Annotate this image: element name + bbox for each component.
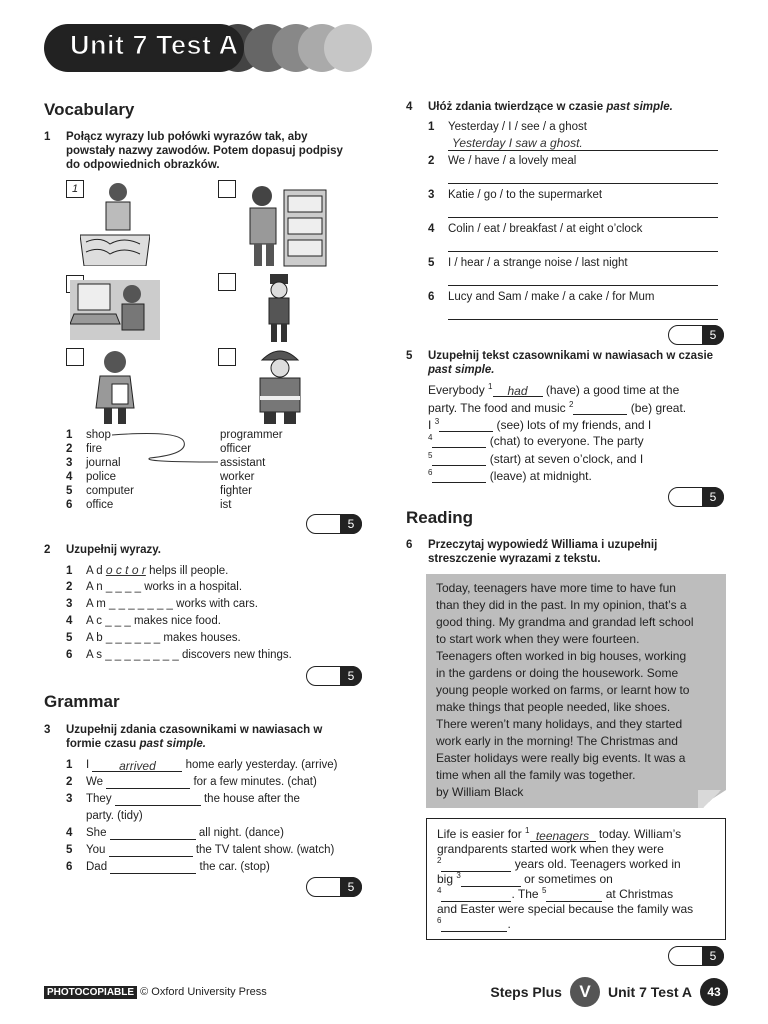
answer-blank[interactable] [441, 889, 511, 902]
match-right-item: fighter [220, 485, 252, 497]
answer-line[interactable] [448, 204, 718, 218]
answer-blank[interactable] [432, 453, 486, 466]
q3-item: 3 They the house after the [66, 793, 300, 805]
footer-brand [490, 976, 728, 1008]
q4-prompt: 1 Yesterday / I / see / a ghost [428, 121, 587, 133]
match-right-item: worker [220, 471, 255, 483]
summary-box: Life is easier for $^1$ teenagers today. William’s grandparents started work when they were $^2$ years old. Teenagers worked in big $^3$ or sometimes on $^4$ . The $^5$ at Christmas and Easter were special because the family was $^6$ . [426, 818, 726, 940]
vocabulary-heading: Vocabulary [44, 100, 135, 119]
q3-item: 1 I arrived home early yesterday. (arrive) [66, 759, 338, 773]
reading-line: young people worked on farms, or learnt how to [436, 683, 690, 697]
q2-item: 1 A d o c t o r helps ill people. [66, 563, 229, 577]
page-fold [698, 790, 726, 808]
reading-line: to start work when they were fourteen. [436, 632, 640, 646]
reading-line: Teenagers often worked in big houses, working [436, 649, 687, 663]
match-left-item: 4 police [66, 471, 117, 483]
answer-line[interactable] [448, 170, 718, 184]
reading-line: work early in the morning! The Christmas and [436, 734, 678, 748]
answer-line[interactable] [448, 272, 718, 286]
answer-blank[interactable]: had [493, 384, 543, 397]
match-left-item: 6 office [66, 499, 114, 511]
picture-answer-box[interactable] [66, 348, 84, 366]
answer-blank[interactable] [546, 889, 602, 902]
question-6-instruction: 6 Przeczytaj wypowiedź Williama i uzupełnij streszczenie wyrazami z tekstu. [406, 539, 658, 565]
picture-answer-box[interactable]: 1 [66, 180, 84, 198]
q2-item: 3 A m _ _ _ _ _ _ _ works with cars. [66, 598, 258, 610]
police-officer-illustration [264, 274, 294, 344]
picture-answer-box[interactable] [218, 273, 236, 291]
q3-item: 2 We for a few minutes. (chat) [66, 776, 317, 788]
picture-answer-box[interactable] [218, 348, 236, 366]
office-worker-illustration [240, 182, 330, 268]
firefighter-illustration [252, 346, 308, 424]
page-title: Unit 7 Test A [70, 30, 239, 60]
score-box: 5 [306, 877, 362, 897]
match-left-item: 5 computer [66, 485, 134, 497]
score-box: 5 [306, 666, 362, 686]
match-right-item: officer [220, 443, 252, 455]
q3-item-continuation: party. (tidy) [86, 810, 143, 822]
answer-blank[interactable] [106, 776, 190, 789]
q2-item: 2 A n _ _ _ _ works in a hospital. [66, 581, 243, 593]
footer-publisher: PHOTOCOPIABLE © Oxford University Press [44, 986, 267, 998]
q3-item: 4 She all night. (dance) [66, 827, 284, 839]
reading-text-box [426, 574, 726, 808]
q4-prompt: 5 I / hear / a strange noise / last night [428, 257, 628, 269]
q4-prompt: 3 Katie / go / to the supermarket [428, 189, 603, 201]
q3-item: 5 You the TV talent show. (watch) [66, 844, 335, 856]
reading-line: Easter holidays were really big events. It was a [436, 751, 686, 765]
match-left-item: 3 journal [66, 457, 121, 469]
q5-line: I $^3$ (see) lots of my friends, and I [428, 417, 652, 432]
q5-line: $^5$ (start) at seven o’clock, and I [428, 451, 644, 466]
page-number: 43 [700, 978, 728, 1006]
score-box: 5 [668, 487, 724, 507]
score-box: 5 [668, 946, 724, 966]
picture-answer-box[interactable] [218, 180, 236, 198]
answer-blank[interactable] [441, 919, 507, 932]
reading-heading: Reading [406, 508, 474, 527]
q5-line: $^6$ (leave) at midnight. [428, 468, 592, 483]
answer-blank[interactable] [109, 844, 193, 857]
answer-line[interactable] [448, 306, 718, 320]
answer-blank[interactable] [115, 793, 201, 806]
q2-item: 6 A s _ _ _ _ _ _ _ _ discovers new things. [66, 649, 292, 661]
q3-item: 6 Dad the car. (stop) [66, 861, 270, 873]
match-right-item: programmer [220, 429, 283, 441]
brand-name: Steps Plus [490, 984, 562, 1000]
question-3-instruction: 3 Uzupełnij zdania czasownikami w nawiasach w formie czasu past simple. [44, 724, 323, 750]
question-1-instruction: 1 Połącz wyrazy lub połówki wyrazów tak, aby powstały nazwy zawodów. Potem dopasuj podpisy do odpowiednich obrazków. [44, 131, 343, 171]
reading-line: Today, teenagers have more time to have fun [436, 581, 676, 595]
shop-assistant-illustration [80, 180, 150, 266]
reading-line: make things that people needed, like shoes. [436, 700, 671, 714]
answer-line[interactable] [448, 238, 718, 252]
match-left-item: 2 fire [66, 443, 102, 455]
question-4-instruction: 4 Ułóż zdania twierdzące w czasie past simple. [406, 101, 673, 113]
footer-unit: Unit 7 Test A [607, 984, 692, 1000]
q2-item: 5 A b _ _ _ _ _ _ makes houses. [66, 632, 241, 644]
answer-blank[interactable] [432, 470, 486, 483]
q4-prompt: 4 Colin / eat / breakfast / at eight o’clock [428, 223, 643, 235]
answer-blank[interactable] [573, 402, 627, 415]
answer-blank[interactable]: teenagers [530, 829, 596, 842]
q2-item: 4 A c _ _ _ makes nice food. [66, 615, 221, 627]
match-left-item: 1 shop [66, 429, 111, 441]
level-badge: V [570, 977, 600, 1007]
reading-line: good thing. My grandma and grandad left school [436, 615, 694, 629]
reading-line: than they did in the past. In my opinion, that’s a [436, 598, 687, 612]
score-box: 5 [306, 514, 362, 534]
header-circle [324, 24, 372, 72]
answer-blank[interactable] [461, 874, 521, 887]
match-right-item: assistant [220, 457, 266, 469]
q4-prompt: 6 Lucy and Sam / make / a cake / for Mum [428, 291, 655, 303]
answer-blank[interactable] [432, 435, 486, 448]
reading-line: in the gardens or doing the housework. Some [436, 666, 679, 680]
answer-blank[interactable] [110, 827, 196, 840]
computer-programmer-illustration [70, 280, 160, 340]
reading-line: There weren’t many holidays, and they started [436, 717, 683, 731]
answer-blank[interactable] [110, 861, 196, 874]
q5-line: party. The food and music $^2$ (be) great. [428, 400, 687, 415]
q4-prompt: 2 We / have / a lovely meal [428, 155, 577, 167]
answer-blank[interactable]: arrived [92, 759, 182, 772]
q5-line: Everybody $^1$ had (have) a good time at the [428, 382, 680, 398]
question-2-instruction: 2 Uzupełnij wyrazy. [44, 544, 162, 556]
answer-blank[interactable] [441, 859, 511, 872]
match-right-item: ist [220, 499, 232, 511]
journalist-illustration [90, 348, 140, 424]
answer-blank[interactable] [439, 419, 493, 432]
reading-line: time when all the family was together. [436, 768, 636, 782]
q5-line: $^4$ (chat) to everyone. The party [428, 433, 644, 448]
answer-line[interactable]: Yesterday I saw a ghost. [448, 136, 718, 151]
photocopiable-label: PHOTOCOPIABLE [44, 986, 137, 999]
grammar-heading: Grammar [44, 692, 120, 711]
match-line [110, 430, 220, 470]
score-box: 5 [668, 325, 724, 345]
page-header [44, 24, 356, 72]
reading-author: by William Black [436, 785, 524, 799]
question-5-instruction: 5 Uzupełnij tekst czasownikami w nawiasach w czasie past simple. [406, 350, 714, 376]
